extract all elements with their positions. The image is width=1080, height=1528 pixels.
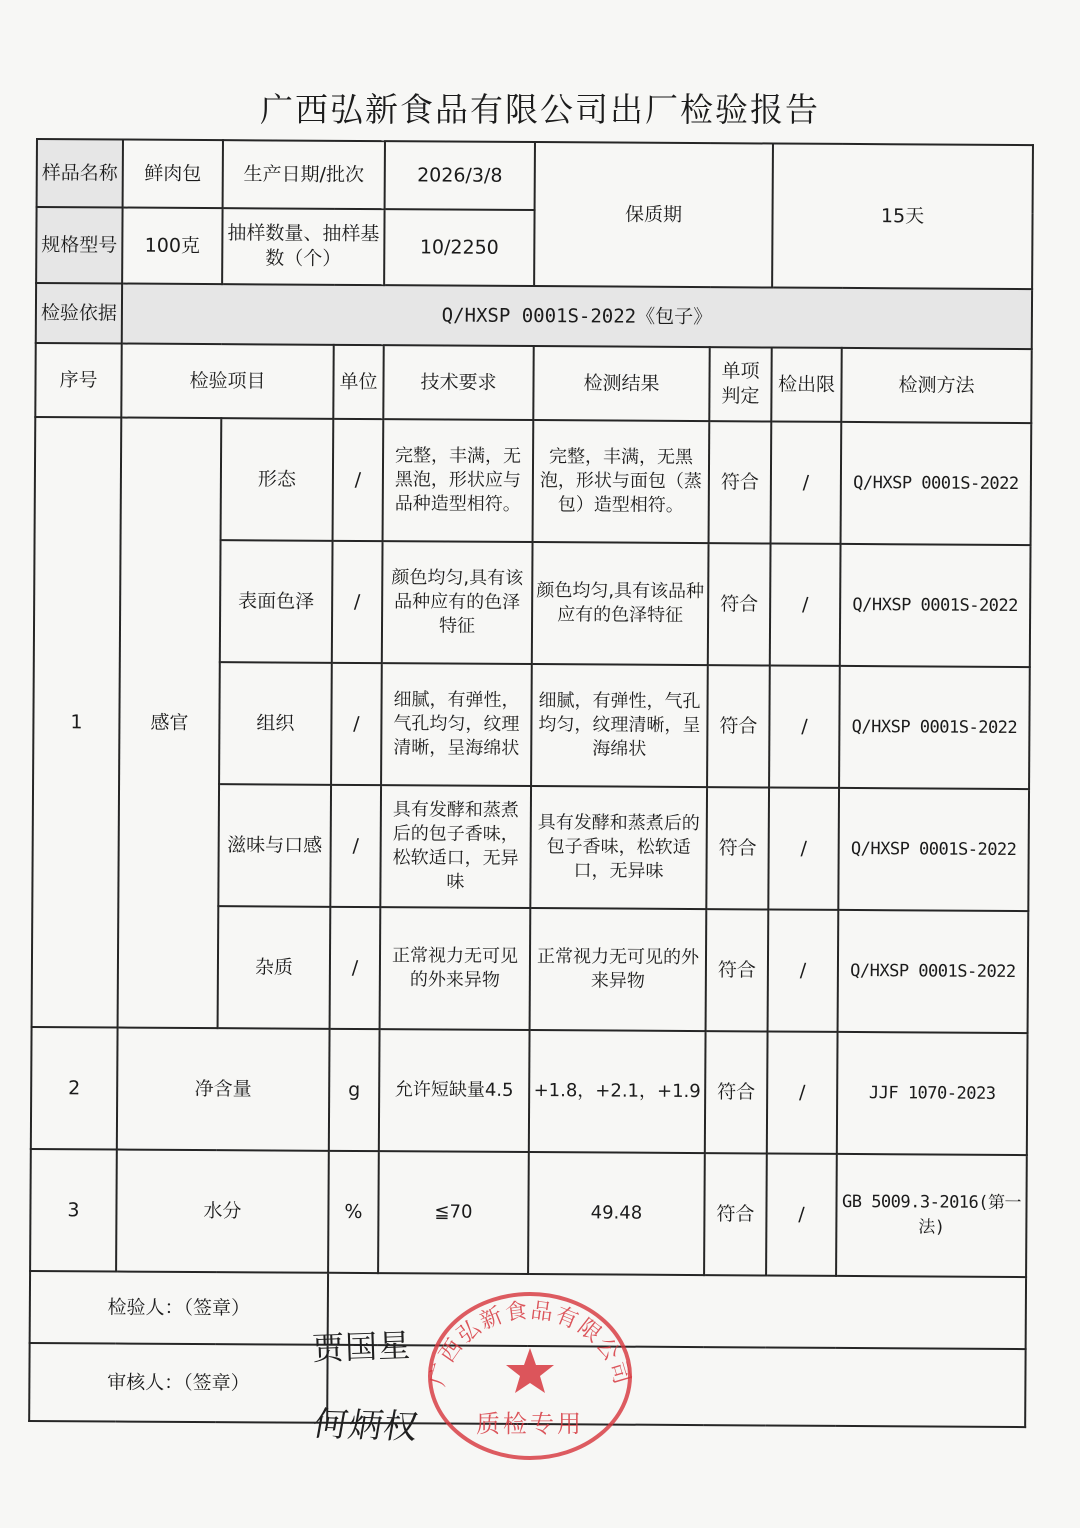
sensory-limit: / xyxy=(768,909,839,1031)
sensory-limit: / xyxy=(771,421,842,543)
sensory-judgement: 符合 xyxy=(709,421,772,543)
row-unit: % xyxy=(328,1151,379,1273)
row-item: 水分 xyxy=(116,1150,329,1273)
sensory-unit: / xyxy=(333,419,384,541)
row-unit: g xyxy=(329,1029,380,1151)
col-header-judgement: 单项判定 xyxy=(709,347,771,421)
sensory-requirement: 细腻，有弹性，气孔均匀，纹理清晰，呈海绵状 xyxy=(381,663,532,786)
sensory-unit: / xyxy=(332,541,383,663)
sample-name-value: 鲜肉包 xyxy=(123,140,223,209)
sensory-requirement: 完整，丰满，无黑泡，形状应与品种造型相符。 xyxy=(383,419,534,542)
row-method: GB 5009.3-2016(第一法) xyxy=(836,1154,1027,1277)
sensory-method: Q/HXSP 0001S-2022 xyxy=(838,910,1029,1033)
table-row xyxy=(30,1149,1027,1277)
col-header-requirement: 技术要求 xyxy=(383,345,533,420)
reviewer-signature: 何炳权 xyxy=(309,1404,422,1448)
sensory-limit: / xyxy=(770,543,841,665)
row-requirement: 允许短缺量4.5 xyxy=(379,1029,530,1152)
sensory-method: Q/HXSP 0001S-2022 xyxy=(841,422,1032,545)
production-date-value: 2026/3/8 xyxy=(385,141,535,210)
spec-label: 规格型号 xyxy=(36,207,122,284)
sensory-requirement: 颜色均匀,具有该品种应有的色泽特征 xyxy=(382,541,533,664)
sensory-method: Q/HXSP 0001S-2022 xyxy=(838,788,1029,911)
star-icon xyxy=(506,1348,554,1393)
company-seal-stamp xyxy=(418,1272,642,1462)
col-header-no: 序号 xyxy=(35,343,121,418)
sample-name-label: 样品名称 xyxy=(37,139,123,208)
row-requirement: ≦70 xyxy=(378,1151,529,1274)
sample-qty-value: 10/2250 xyxy=(384,209,534,286)
sensory-judgement: 符合 xyxy=(706,787,769,909)
row-result: +1.8，+2.1，+1.9 xyxy=(529,1030,706,1153)
basis-label: 检验依据 xyxy=(36,283,122,344)
row-limit: / xyxy=(766,1153,837,1275)
sensory-judgement: 符合 xyxy=(707,665,770,787)
basis-value: Q/HXSP 0001S-2022《包子》 xyxy=(122,284,1032,350)
row-no: 2 xyxy=(31,1027,118,1150)
sensory-unit: / xyxy=(331,663,382,785)
sensory-judgement: 符合 xyxy=(706,909,769,1031)
row-method: JJF 1070-2023 xyxy=(837,1032,1028,1155)
inspector-signature: 贾国星 xyxy=(311,1326,412,1368)
sensory-requirement: 具有发酵和蒸煮后的包子香味，松软适口，无异味 xyxy=(380,785,531,908)
inspector-label: 检验人：（签章） xyxy=(30,1271,328,1345)
col-header-item: 检验项目 xyxy=(121,344,333,419)
sensory-judgement: 符合 xyxy=(708,543,771,665)
stamp-purpose-text: 质检专用 xyxy=(476,1410,584,1438)
sensory-category: 感官 xyxy=(118,418,222,1029)
reviewer-label: 审核人：（签章） xyxy=(29,1343,327,1423)
col-header-limit: 检出限 xyxy=(771,347,841,421)
sensory-item: 形态 xyxy=(221,418,334,541)
row-judgement: 符合 xyxy=(705,1031,768,1153)
col-header-method: 检测方法 xyxy=(841,348,1031,423)
spec-value: 100克 xyxy=(122,208,222,285)
report-title: 广西弘新食品有限公司出厂检验报告 xyxy=(260,90,820,129)
sensory-method: Q/HXSP 0001S-2022 xyxy=(839,666,1030,789)
sensory-item: 组织 xyxy=(219,662,332,785)
report-table xyxy=(28,138,1034,1428)
table-row xyxy=(31,1027,1028,1155)
sensory-requirement: 正常视力无可见的外来异物 xyxy=(380,907,531,1030)
col-header-result: 检测结果 xyxy=(533,346,709,421)
sensory-no: 1 xyxy=(32,417,122,1028)
col-header-unit: 单位 xyxy=(333,345,383,419)
sensory-result: 颜色均匀,具有该品种应有的色泽特征 xyxy=(532,542,709,665)
sensory-result: 细腻，有弹性，气孔均匀，纹理清晰，呈海绵状 xyxy=(531,664,708,787)
row-limit: / xyxy=(767,1031,838,1153)
table-row xyxy=(35,417,1032,545)
sensory-limit: / xyxy=(769,665,840,787)
row-no: 3 xyxy=(30,1149,117,1272)
sensory-result: 完整，丰满，无黑泡，形状与面包（蒸包）造型相符。 xyxy=(533,420,710,543)
row-item: 净含量 xyxy=(117,1028,330,1151)
row-judgement: 符合 xyxy=(704,1153,767,1275)
sample-qty-label: 抽样数量、抽样基数（个） xyxy=(222,208,384,285)
sensory-unit: / xyxy=(330,907,381,1029)
sensory-item: 滋味与口感 xyxy=(218,784,331,907)
shelf-life-value: 15天 xyxy=(772,144,1033,290)
sensory-item: 表面色泽 xyxy=(220,540,333,663)
shelf-life-label: 保质期 xyxy=(534,142,773,287)
sensory-result: 正常视力无可见的外来异物 xyxy=(530,908,707,1031)
sensory-unit: / xyxy=(330,785,381,907)
row-result: 49.48 xyxy=(528,1152,705,1275)
sensory-method: Q/HXSP 0001S-2022 xyxy=(840,544,1031,667)
stamp-company-text: 广西弘新食品有限公司 xyxy=(425,1298,635,1389)
report-sheet xyxy=(28,138,1032,1448)
sensory-limit: / xyxy=(768,787,839,909)
sensory-result: 具有发酵和蒸煮后的包子香味，松软适口，无异味 xyxy=(530,786,707,909)
sensory-item: 杂质 xyxy=(218,906,331,1029)
production-date-label: 生产日期/批次 xyxy=(223,140,385,209)
